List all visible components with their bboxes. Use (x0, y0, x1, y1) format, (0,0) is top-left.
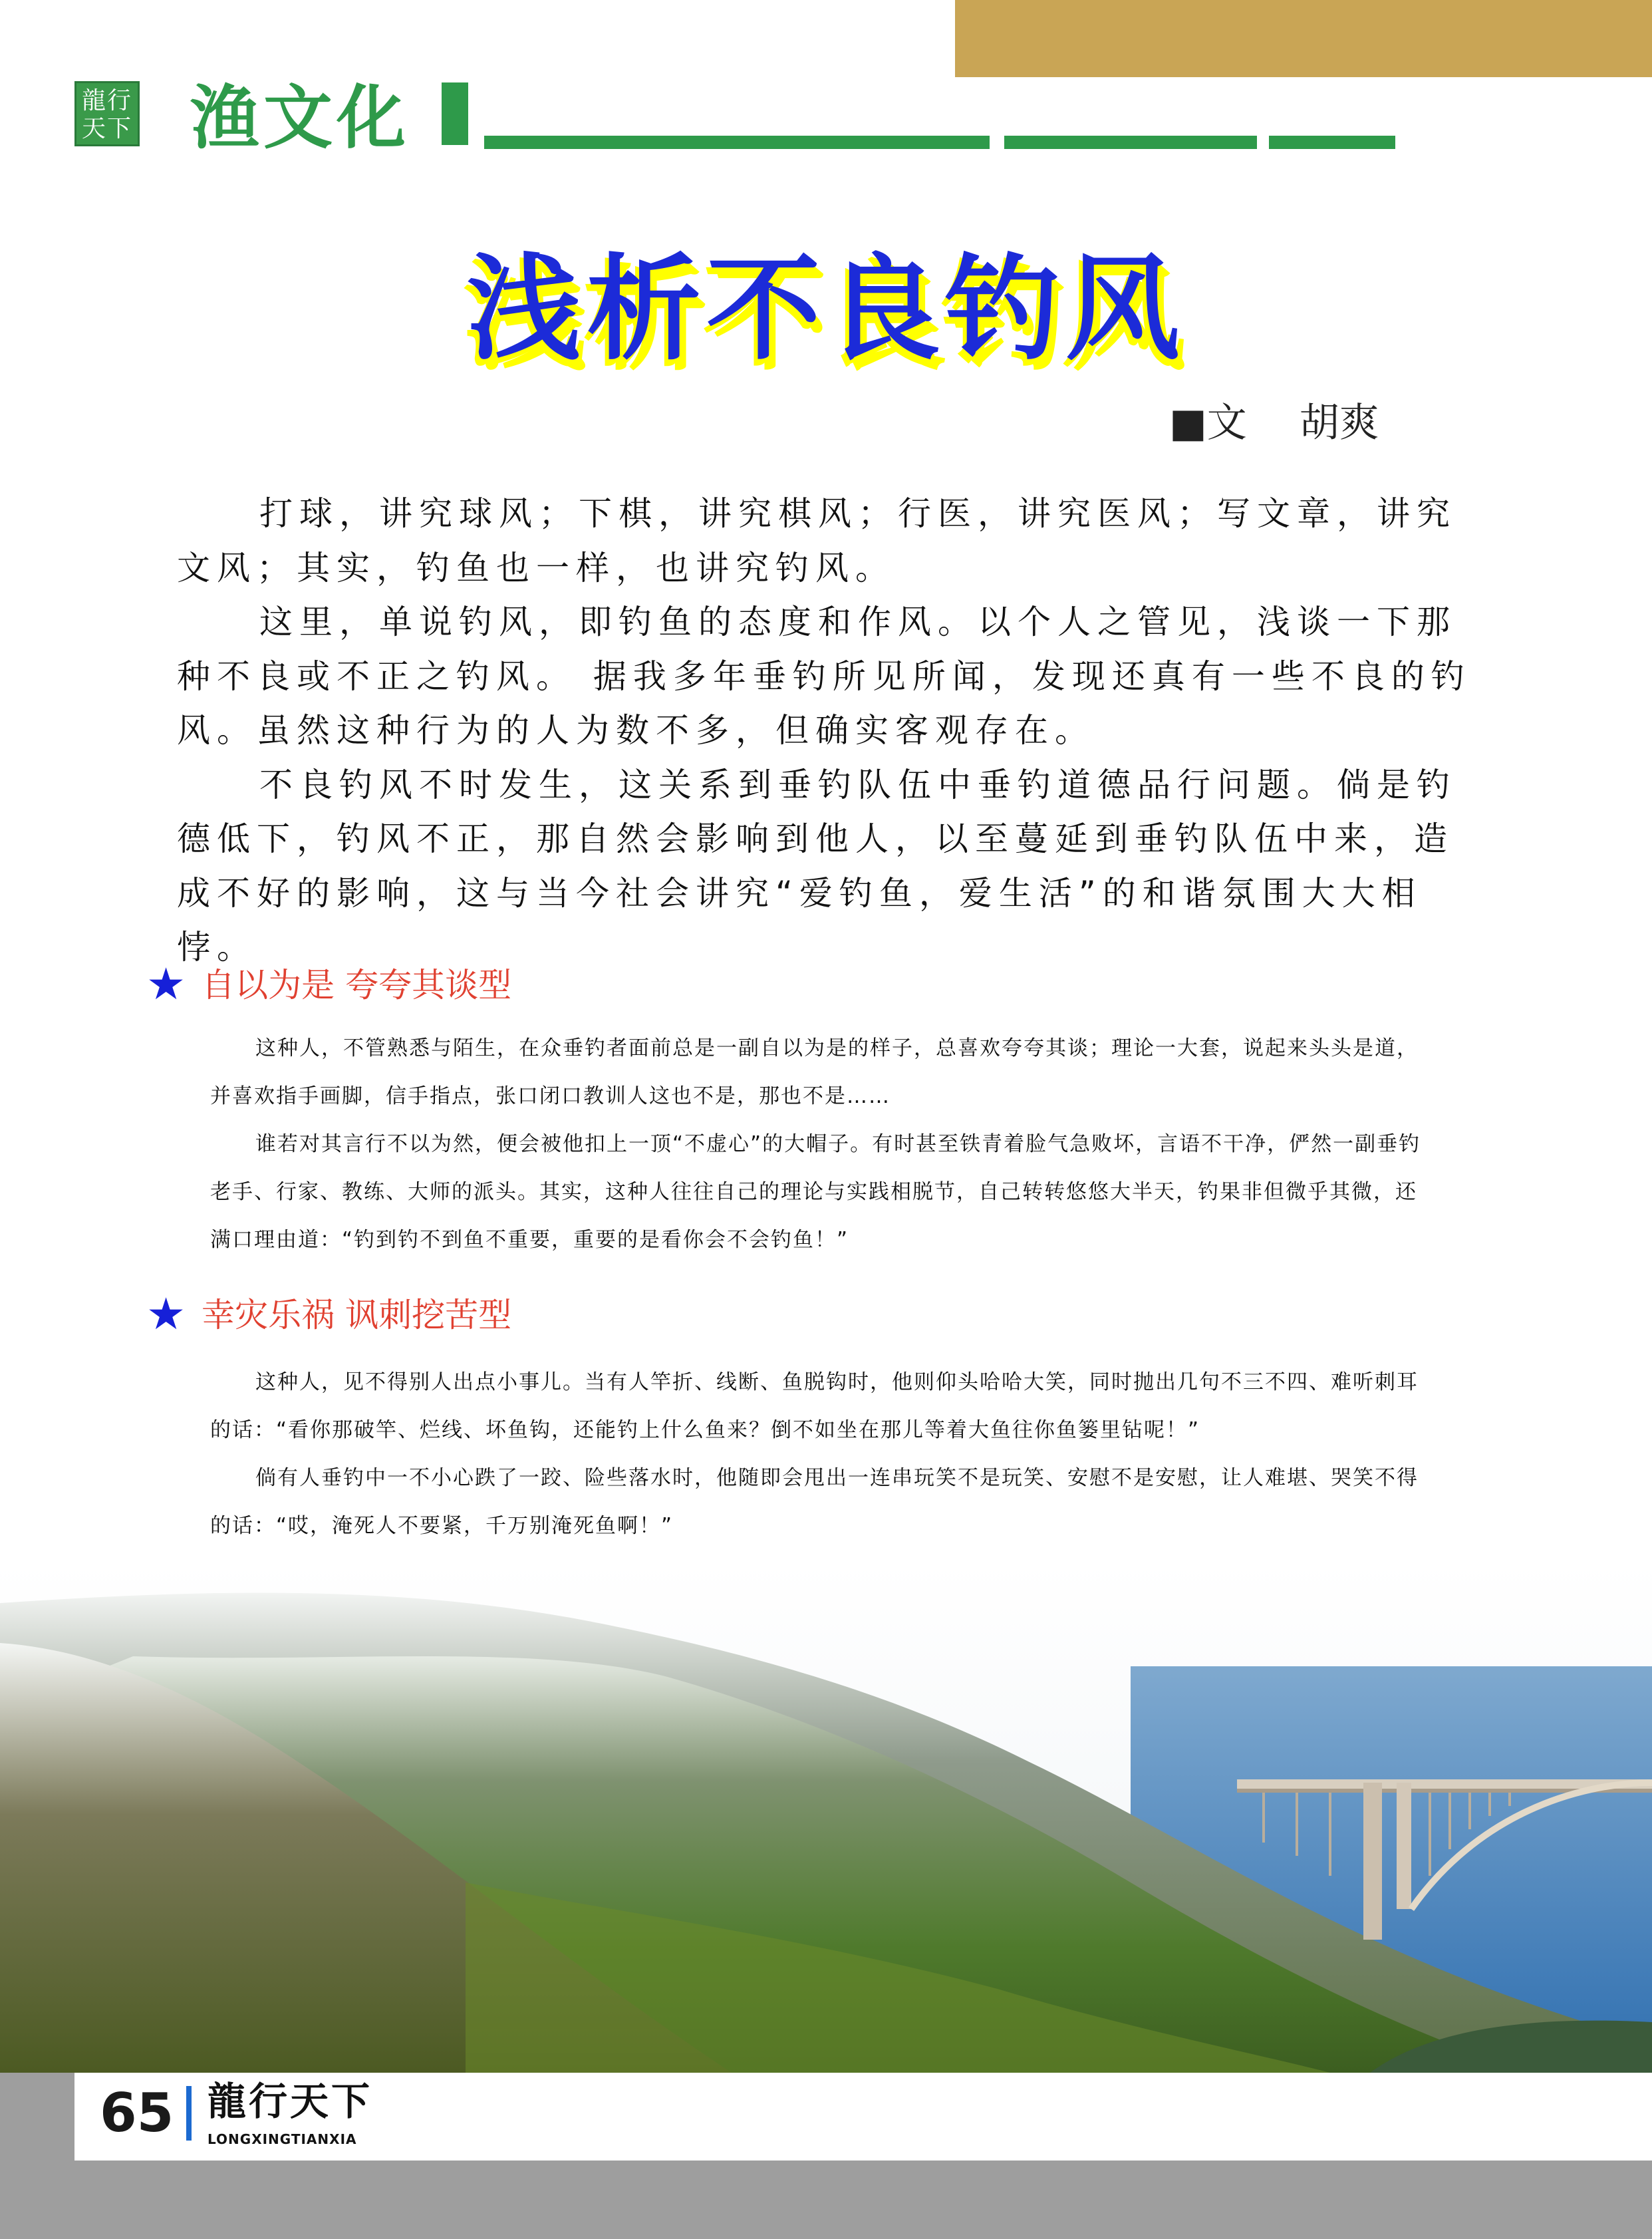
header-rule-block (442, 82, 468, 145)
section-heading-text: 自以为是 夸夸其谈型 (202, 966, 512, 1004)
magazine-logo-badge: 龍行天下 (74, 81, 140, 146)
star-icon: ★ (146, 1288, 186, 1340)
section-title: 渔文化 (190, 77, 410, 158)
section-heading-1 (146, 959, 512, 1010)
section-body-1 (210, 1024, 1427, 1264)
section-paragraph: 谁若对其言行不以为然，便会被他扣上一顶“不虚心”的大帽子。有时甚至铁青着脸气急败坏，言语不干净，俨然一副垂钓老手、行家、教练、大师的派头。其实，这种人往往自己的理论与实践相脱节，自己转转悠悠大半天，钓果非但微乎其微，还满口理由道：“钓到钓不到鱼不重要，重要的是看你会不会钓鱼！” (210, 1132, 1421, 1252)
page-number: 65 (100, 2082, 174, 2144)
section-paragraph: 倘有人垂钓中一不小心跌了一跤、险些落水时，他随即会甩出一连串玩笑不是玩笑、安慰不是安慰，让人难堪、哭笑不得的话：“哎，淹死人不要紧，千万别淹死鱼啊！” (210, 1466, 1419, 1538)
section-body-2 (210, 1358, 1427, 1550)
footer-divider (186, 2086, 192, 2141)
footer-logo-subtitle: LONGXINGTIANXIA (207, 2131, 357, 2147)
article-intro (177, 487, 1471, 975)
article-byline: ■文 胡爽 (1169, 400, 1379, 446)
section-heading-text: 幸灾乐祸 讽刺挖苦型 (202, 1296, 512, 1334)
header-gold-bar (955, 0, 1652, 77)
intro-paragraph: 不良钓风不时发生，这关系到垂钓队伍中垂钓道德品行问题。倘是钓德低下，钓风不正，那自然会影响到他人，以至蔓延到垂钓队伍中来，造成不好的影响，这与当今社会讲究“爱钓鱼，爱生活”的和谐氛围大大相悖。 (177, 765, 1456, 967)
footer-logo: 龍行天下 (207, 2079, 373, 2124)
star-icon: ★ (146, 959, 186, 1010)
coastal-landscape-photo (0, 1563, 1652, 2073)
header-rule-segment (1004, 136, 1257, 149)
header-rule-segment (1269, 136, 1395, 149)
intro-paragraph: 打球，讲究球风；下棋，讲究棋风；行医，讲究医风；写文章，讲究文风；其实，钓鱼也一样，也讲究钓风。 (177, 494, 1456, 587)
section-paragraph: 这种人，不管熟悉与陌生，在众垂钓者面前总是一副自以为是的样子，总喜欢夸夸其谈；理论一大套，说起来头头是道，并喜欢指手画脚，信手指点，张口闭口教训人这也不是，那也不是…… (210, 1036, 1419, 1108)
intro-paragraph: 这里，单说钓风，即钓鱼的态度和作风。以个人之管见，浅谈一下那种不良或不正之钓风。 据我多年垂钓所见所闻，发现还真有一些不良的钓风。虽然这种行为的人为数不多，但确实客观存在。 (177, 603, 1471, 750)
section-heading-2 (146, 1288, 512, 1340)
header-rule-segment (484, 136, 990, 149)
article-title: 浅析不良钓风 (467, 242, 1185, 376)
section-paragraph: 这种人，见不得别人出点小事儿。当有人竿折、线断、鱼脱钩时，他则仰头哈哈大笑，同时抛出几句不三不四、难听刺耳的话：“看你那破竿、烂线、坏鱼钩，还能钓上什么鱼来？倒不如坐在那儿等着大鱼往你鱼篓里钻呢！” (210, 1370, 1419, 1442)
